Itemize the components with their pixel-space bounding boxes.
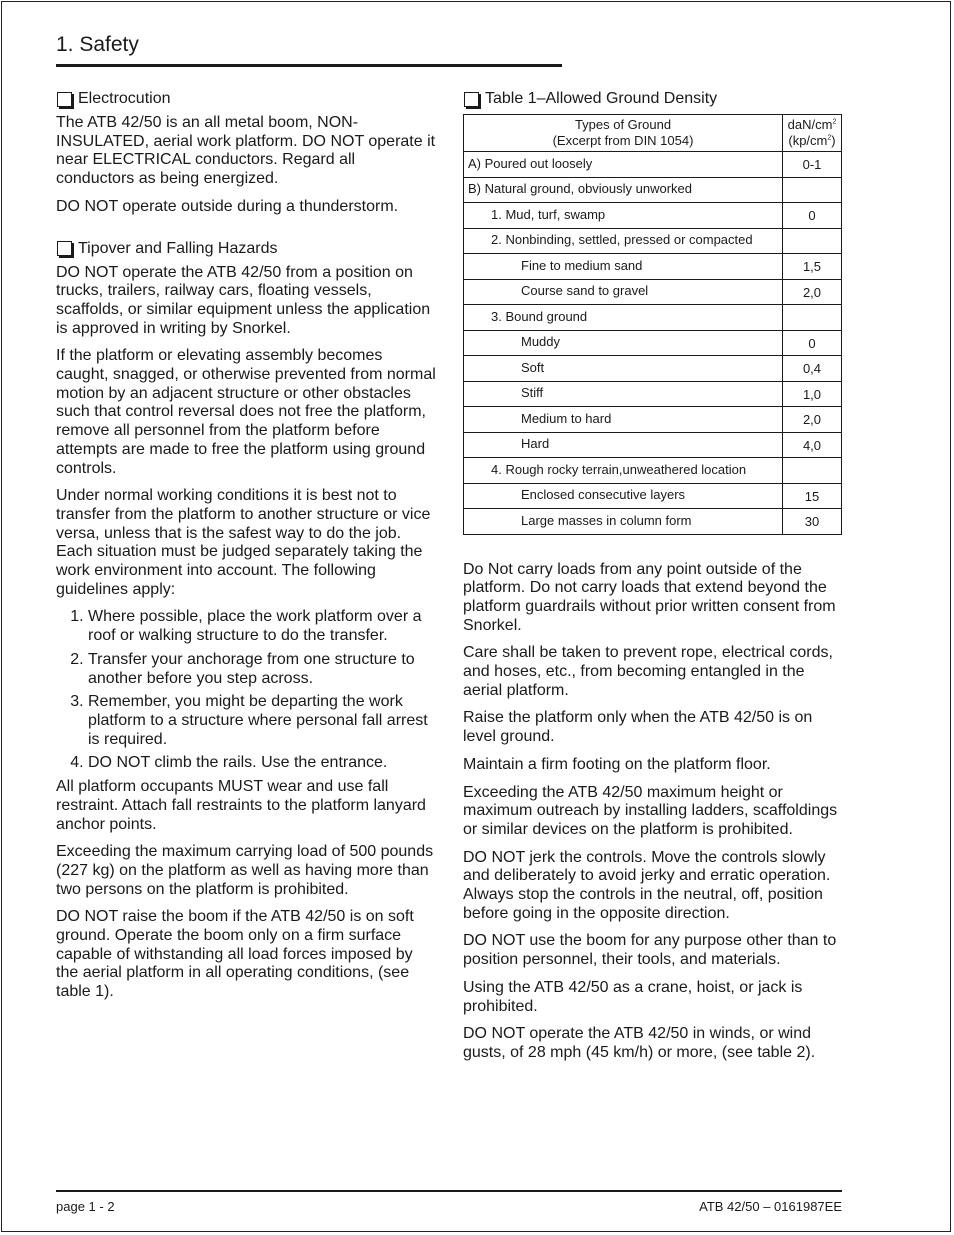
checkbox-icon — [57, 92, 72, 107]
ground-type-cell: Stiff — [464, 381, 783, 407]
density-value-cell: 15 — [783, 483, 842, 509]
document-id: ATB 42/50 – 0161987EE — [699, 1199, 842, 1214]
density-value-cell — [783, 177, 842, 203]
table1-heading — [463, 89, 843, 109]
table-row — [464, 432, 842, 458]
ground-type-cell: Muddy — [464, 330, 783, 356]
table-row — [464, 381, 842, 407]
tipover-heading — [56, 239, 436, 259]
ground-type-cell: 4. Rough rocky terrain,unweathered location — [464, 458, 783, 484]
density-value-cell: 30 — [783, 509, 842, 535]
electrocution-paragraph: The ATB 42/50 is an all metal boom, NON-INSULATED, aerial work platform. DO NOT operate it near ELECTRICAL conductors. Regard all conductors as being energized. — [56, 114, 436, 188]
table-header-row — [464, 115, 842, 152]
soft-ground-paragraph: DO NOT raise the boom if the ATB 42/50 is on soft ground. Operate the boom only on a firm surface capable of withstanding all load forces imposed by the aerial platform in all operating conditions, (see table 1). — [56, 908, 414, 1001]
ground-type-cell: Medium to hard — [464, 407, 783, 433]
loads-paragraph: Do Not carry loads from any point outside of the platform. Do not carry loads that extend beyond the platform guardrails without prior written consent from Snorkel. — [463, 560, 836, 634]
ground-type-cell: A) Poured out loosely — [464, 152, 783, 178]
tipover-heading-text: Tipover and Falling Hazards — [78, 239, 278, 257]
ground-type-cell: 1. Mud, turf, swamp — [464, 203, 783, 229]
guideline-item: 4. DO NOT climb the rails. Use the entrance. — [88, 754, 436, 773]
max-height-paragraph: Exceeding the ATB 42/50 maximum height or maximum outreach by installing ladders, scaffoldings or similar devices on the platform is prohibited. — [463, 783, 838, 838]
right-column — [463, 89, 843, 1072]
ground-type-cell: 2. Nonbinding, settled, pressed or compacted — [464, 228, 783, 254]
table-row — [464, 279, 842, 305]
ground-type-cell: Fine to medium sand — [464, 254, 783, 280]
wind-paragraph: DO NOT operate the ATB 42/50 in winds, or wind gusts, of 28 mph (45 km/h) or more, (see table 2). — [463, 1025, 816, 1061]
density-value-cell: 0 — [783, 203, 842, 229]
thunderstorm-paragraph: DO NOT operate outside during a thunderstorm. — [56, 197, 399, 215]
table-row — [464, 330, 842, 356]
table-row — [464, 458, 842, 484]
density-value-cell: 2,0 — [783, 407, 842, 433]
page-title: 1. Safety — [56, 33, 139, 56]
title-rule — [56, 64, 562, 67]
guideline-item: 1. Where possible, place the work platform over a roof or walking structure to do the transfer. — [88, 608, 436, 645]
table-row — [464, 254, 842, 280]
ground-type-cell: Soft — [464, 356, 783, 382]
density-value-cell: 2,0 — [783, 279, 842, 305]
level-ground-paragraph: Raise the platform only when the ATB 42/50 is on level ground. — [463, 709, 813, 746]
tipover-paragraph-1: DO NOT operate the ATB 42/50 from a position on trucks, trailers, railway cars, floating vessels, scaffolds, or similar equipment unless the application is approved in writing by Snorkel. — [56, 263, 431, 337]
ground-type-cell: 3. Bound ground — [464, 305, 783, 331]
tipover-paragraph-3: Under normal working conditions it is best not to transfer from the platform to another structure or vice versa, unless that is the safest way to do the job. Each situation must be judged separately taking the work environment into account. The following guidelines apply: — [56, 487, 431, 598]
electrocution-heading — [56, 89, 436, 109]
page-number: page 1 - 2 — [56, 1199, 115, 1214]
density-value-cell — [783, 228, 842, 254]
density-value-cell: 0,4 — [783, 356, 842, 382]
tipover-paragraph-2: If the platform or elevating assembly becomes caught, snagged, or otherwise prevented from normal motion by an adjacent structure or other obstacles such that control reversal does not free the platform, remove all personnel from the platform before attempts are made to free the platform using ground controls. — [56, 347, 436, 477]
table-row — [464, 356, 842, 382]
entangle-paragraph: Care shall be taken to prevent rope, electrical cords, and hoses, etc., from becoming entangled in the aerial platform. — [463, 644, 833, 699]
guideline-item: 3. Remember, you might be departing the work platform to a structure where personal fall arrest is required. — [88, 693, 436, 749]
density-value-cell: 4,0 — [783, 432, 842, 458]
density-value-cell — [783, 458, 842, 484]
electrocution-heading-text: Electrocution — [78, 90, 171, 107]
table-row — [464, 407, 842, 433]
table-row — [464, 509, 842, 535]
table-row — [464, 228, 842, 254]
density-value-cell: 1,5 — [783, 254, 842, 280]
density-value-cell: 0 — [783, 330, 842, 356]
controls-paragraph: DO NOT jerk the controls. Move the controls slowly and deliberately to avoid jerky and erratic operation. Always stop the controls in the neutral, off, position before going in the opposite direction. — [463, 848, 831, 922]
ground-type-cell: B) Natural ground, obviously unworked — [464, 177, 783, 203]
guidelines-list — [56, 608, 436, 773]
table-row — [464, 483, 842, 509]
header-unit: daN/$cm^2$ $(kp/cm^2)$ — [783, 115, 842, 152]
table-row — [464, 152, 842, 178]
ground-type-cell: Enclosed consecutive layers — [464, 483, 783, 509]
left-column — [56, 89, 436, 1011]
density-value-cell: 1,0 — [783, 381, 842, 407]
ground-type-cell: Hard — [464, 432, 783, 458]
ground-type-cell: Large masses in column form — [464, 509, 783, 535]
max-load-paragraph: Exceeding the maximum carrying load of 500 pounds (227 kg) on the platform as well as having more than two persons on the platform is prohibited. — [56, 843, 434, 898]
ground-density-table — [463, 114, 842, 535]
density-value-cell: 0-1 — [783, 152, 842, 178]
checkbox-icon — [464, 92, 479, 107]
density-value-cell — [783, 305, 842, 331]
table-row — [464, 305, 842, 331]
footer-rule — [56, 1190, 842, 1192]
table-row — [464, 177, 842, 203]
table-row — [464, 203, 842, 229]
footing-paragraph: Maintain a firm footing on the platform floor. — [463, 755, 771, 773]
checkbox-icon — [57, 241, 72, 256]
table1-heading-text: Table 1–Allowed Ground Density — [485, 90, 718, 107]
header-types-of-ground: Types of Ground (Excerpt from DIN 1054) — [464, 115, 783, 152]
boom-use-paragraph: DO NOT use the boom for any purpose other than to position personnel, their tools, and materials. — [463, 932, 837, 969]
ground-type-cell: Course sand to gravel — [464, 279, 783, 305]
crane-paragraph: Using the ATB 42/50 as a crane, hoist, or jack is prohibited. — [463, 978, 803, 1015]
guideline-item: 2. Transfer your anchorage from one structure to another before you step across. — [88, 651, 436, 688]
fall-restraint-paragraph: All platform occupants MUST wear and use fall restraint. Attach fall restraints to the platform lanyard anchor points. — [56, 778, 426, 833]
